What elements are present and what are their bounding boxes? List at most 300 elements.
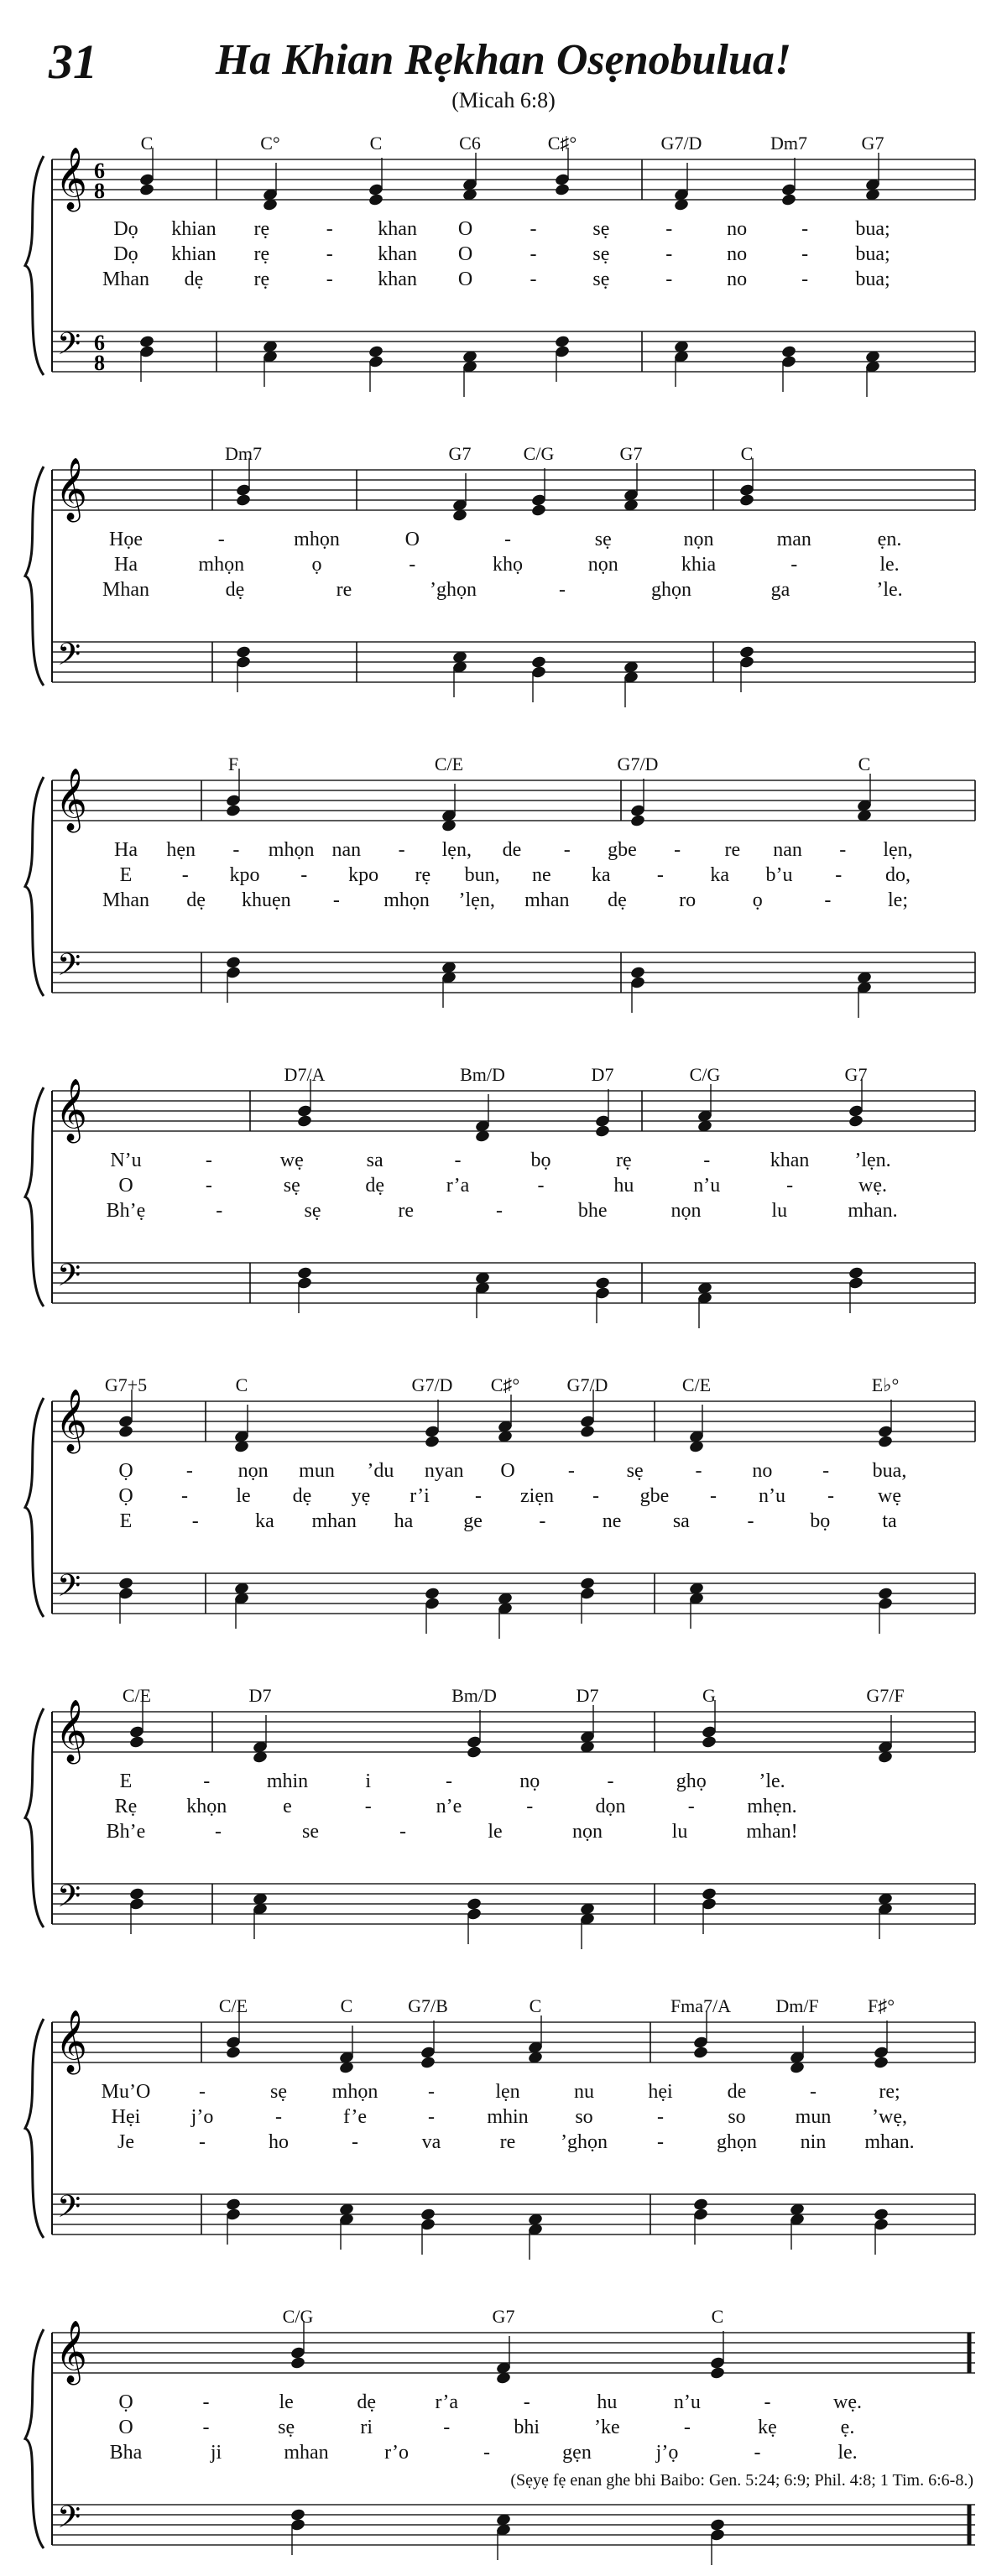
chord-symbol: D7 [591,1064,614,1085]
lyric-syllable: man [776,529,811,550]
lyric-syllable: gbe [608,839,637,861]
svg-text:𝄢: 𝄢 [57,326,81,369]
chord-symbol: C/G [282,2306,314,2327]
lyric-syllable: - [822,1460,830,1482]
lyric-syllable: - [181,1485,188,1507]
lyric-syllable: - [496,1200,503,1222]
lyric-syllable: ’wẹ, [872,2106,907,2128]
chord-symbol: Dm7 [225,443,262,464]
lyric-syllable: hẹi [648,2081,673,2103]
music-system [0,1032,1007,1334]
chord-symbol: C/G [689,1064,721,1085]
lyric-syllable: Mhan [102,269,149,290]
chord-symbol: E♭° [871,1374,900,1395]
lyric-syllable: - [352,2131,358,2153]
lyric-syllable: - [695,1460,702,1482]
lyric-syllable: le; [888,889,908,911]
svg-text:𝄢: 𝄢 [57,1879,81,1922]
lyric-syllable: - [300,864,308,886]
lyric-line-1 [0,1770,1007,1794]
chord-symbol: G7 [619,443,643,464]
lyric-syllable: nọn [237,1460,269,1482]
lyric-syllable: - [409,554,416,576]
lyric-syllable: ghọn [717,2131,757,2153]
chord-symbol: G7 [861,133,884,154]
music-system [0,722,1007,1024]
lyric-syllable: - [530,243,537,265]
svg-text:𝄞: 𝄞 [55,458,87,520]
lyric-syllable: ẹ. [840,2417,855,2438]
lyric-syllable: - [428,2081,435,2103]
lyric-syllable: bua, [872,1460,907,1482]
lyric-syllable: sẹ [283,1175,300,1197]
lyric-syllable: - [703,1150,711,1171]
chord-symbol: D7/A [284,1064,326,1085]
lyric-syllable: - [205,1175,212,1197]
lyric-syllable: sẹ [592,218,610,240]
lyric-syllable: ẹn. [877,529,902,550]
lyric-syllable: i [365,1770,372,1792]
lyric-syllable: E [119,1770,133,1792]
lyric-syllable: yẹ [351,1485,371,1507]
chord-symbol: F [227,754,239,774]
lyric-syllable: - [326,269,333,290]
lyric-syllable: nọn [587,554,618,576]
lyric-syllable: - [326,243,333,265]
lyric-syllable: O [457,243,473,265]
chord-symbol: F♯° [867,1995,895,2016]
svg-text:𝄞: 𝄞 [55,1079,87,1141]
lyric-syllable: e [283,1796,292,1817]
scripture-reference: (Micah 6:8) [451,88,556,112]
lyric-line-1 [0,529,1007,552]
lyric-syllable: - [537,1175,545,1197]
lyric-syllable: mun [795,2106,832,2128]
lyric-line-3 [0,1200,1007,1223]
lyric-syllable: se [302,1821,319,1843]
lyric-syllable: sẹ [592,243,610,265]
hymn-title: Ha Khian Rẹkhan Osẹnobulua! [215,36,792,84]
lyric-syllable: - [185,1460,193,1482]
lyric-syllable: j’ọ [655,2442,679,2464]
lyric-syllable: mhọn [331,2081,378,2103]
lyric-syllable: r’o [384,2442,409,2464]
lyric-syllable: de [727,2081,747,2103]
lyric-syllable: dẹ [184,269,204,290]
lyric-syllable: khọn [186,1796,227,1817]
lyric-syllable: mhọn [383,889,430,911]
lyric-syllable: O [404,529,420,550]
lyric-syllable: Mhan [102,889,149,911]
lyric-line-3 [0,1510,1007,1534]
lyric-syllable: Ọ [118,2391,133,2413]
lyric-syllable: khian [171,243,217,265]
lyric-syllable: - [657,2106,664,2128]
lyric-syllable: re [336,579,352,601]
lyric-syllable: lẹn, [883,839,913,861]
lyric-syllable: mhọn [268,839,315,861]
chord-symbol: G7/D [617,754,659,774]
lyric-line-1 [0,2081,1007,2104]
lyric-syllable: mhan [311,1510,357,1532]
chord-symbol: G7/F [866,1685,905,1706]
lyric-syllable: - [790,554,798,576]
lyric-syllable: le [488,1821,503,1843]
lyric-syllable: Mhan [102,579,149,601]
lyric-syllable: le [236,1485,251,1507]
chord-symbol: G [702,1685,716,1706]
lyric-syllable: Họe [109,529,143,550]
lyric-syllable: kẹ [758,2417,777,2438]
lyric-syllable: r’a [446,1175,470,1197]
svg-text:𝄢: 𝄢 [57,947,81,990]
chord-symbol: G7/D [411,1374,453,1395]
lyric-syllable: n’u [693,1175,721,1197]
lyric-syllable: khan [378,269,417,290]
lyric-syllable: ’le. [876,579,903,601]
lyric-syllable: Je [117,2131,134,2153]
lyric-syllable: sẹ [626,1460,644,1482]
chord-symbol: C♯° [490,1374,520,1395]
lyric-syllable: O [118,2417,133,2438]
lyric-syllable: - [181,864,189,886]
lyric-syllable: N’u [110,1150,142,1171]
lyric-line-2 [0,1485,1007,1509]
lyric-syllable: ziẹn [520,1485,554,1507]
lyric-syllable: ji [210,2442,222,2464]
lyric-syllable: - [801,269,809,290]
lyric-syllable: - [203,1770,211,1792]
lyric-syllable: r’i [410,1485,430,1507]
lyric-syllable: ’du [367,1460,394,1482]
lyric-syllable: - [764,2391,771,2413]
lyric-syllable: Dọ [113,243,138,265]
chord-symbol: C/E [681,1374,712,1395]
lyric-syllable: - [754,2442,761,2464]
svg-text:𝄢: 𝄢 [57,2189,81,2232]
lyric-syllable: hu [613,1175,634,1197]
lyric-syllable: O [457,218,473,240]
lyric-syllable: E [119,1510,133,1532]
lyric-syllable: gbe [639,1485,670,1507]
lyric-syllable: mhin [487,2106,529,2128]
lyric-syllable: mhọn [198,554,245,576]
lyric-syllable: - [839,839,847,861]
chord-symbol: Bm/D [451,1685,497,1706]
lyric-syllable: - [810,2081,817,2103]
chord-symbol: C [711,2306,724,2327]
lyric-syllable: - [801,218,809,240]
lyric-syllable: rẹ [616,1150,632,1171]
lyric-syllable: le. [879,554,900,576]
lyric-syllable: ha [394,1510,414,1532]
svg-text:6: 6 [94,159,105,183]
lyric-syllable: - [539,1510,546,1532]
lyric-syllable: - [592,1485,599,1507]
lyric-syllable: Ha [114,554,138,576]
lyric-syllable: - [530,269,537,290]
lyric-syllable: bua; [855,243,890,265]
lyric-syllable: wẹ [279,1150,304,1171]
lyric-syllable: mhọn [294,529,340,550]
chord-symbol: C [369,133,383,154]
lyric-syllable: va [421,2131,441,2153]
lyric-syllable: bun, [464,864,500,886]
lyric-syllable: re [499,2131,516,2153]
lyric-syllable: hẹn [166,839,196,861]
lyric-line-2 [0,554,1007,577]
lyric-syllable: dẹ [608,889,627,911]
chord-symbol: Dm/F [775,1995,819,2016]
lyric-syllable: lẹn, [441,839,472,861]
lyric-syllable: khia [681,554,717,576]
lyric-syllable: - [710,1485,717,1507]
lyric-syllable: gẹn [562,2442,592,2464]
lyric-syllable: ’le. [759,1770,785,1792]
lyric-syllable: Ọ [118,1485,133,1507]
lyric-syllable: O [118,1175,133,1197]
lyric-syllable: bhe [577,1200,608,1222]
lyric-syllable: lu [671,1821,688,1843]
chord-symbol: C [740,443,754,464]
hymn-number: 31 [49,34,97,89]
chord-symbol: C [529,1995,542,2016]
lyric-syllable: Bh’e [106,1821,146,1843]
lyric-syllable: ghọn [651,579,691,601]
lyric-syllable: mhan. [848,1200,898,1222]
lyric-syllable: so [728,2106,746,2128]
lyric-syllable: - [483,2442,490,2464]
lyric-syllable: - [657,2131,664,2153]
lyric-syllable: - [199,2131,206,2153]
music-system [0,1343,1007,1645]
lyric-syllable: nan [331,839,362,861]
lyric-syllable: wẹ. [858,1175,887,1197]
lyric-syllable: lu [771,1200,788,1222]
lyric-syllable: re [398,1200,415,1222]
chord-symbol: C6 [459,133,481,154]
lyric-syllable: ’lẹn, [458,889,495,911]
lyric-syllable: sẹ [304,1200,321,1222]
lyric-syllable: - [786,1175,794,1197]
lyric-syllable: dẹ [365,1175,384,1197]
lyric-line-1 [0,218,1007,242]
lyric-syllable: nu [574,2081,594,2103]
chord-symbol: G7+5 [104,1374,148,1395]
lyric-syllable: rẹ [253,269,270,290]
lyric-syllable: mun [299,1460,335,1482]
lyric-syllable: ne [602,1510,622,1532]
lyric-line-3 [0,2131,1007,2155]
lyric-line-2 [0,1175,1007,1198]
lyric-syllable: bọ [530,1150,551,1171]
lyric-syllable: f’e [343,2106,367,2128]
lyric-syllable: ’ke [594,2417,620,2438]
lyric-syllable: - [326,218,333,240]
lyric-syllable: no [752,1460,773,1482]
lyric-syllable: bọ [810,1510,831,1532]
lyric-syllable: - [747,1510,754,1532]
lyric-syllable: no [727,218,748,240]
lyric-syllable: dẹ [225,579,245,601]
chord-symbol: C [340,1995,353,2016]
svg-text:𝄞: 𝄞 [55,1390,87,1452]
lyric-syllable: sẹ [592,269,610,290]
lyric-syllable: no [727,269,748,290]
chord-symbol: C [140,133,154,154]
lyric-syllable: Bha [109,2442,143,2464]
lyric-syllable: n’u [673,2391,701,2413]
lyric-syllable: - [428,2106,435,2128]
lyric-line-2 [0,243,1007,267]
lyric-syllable: - [504,529,511,550]
lyric-syllable: - [563,839,571,861]
lyric-syllable: O [500,1460,515,1482]
lyric-line-1 [0,1150,1007,1173]
lyric-syllable: - [454,1150,462,1171]
lyric-line-2 [0,1796,1007,1819]
lyric-syllable: - [530,218,537,240]
lyric-syllable: - [216,1200,223,1222]
lyric-syllable: re [724,839,741,861]
lyric-syllable: le. [837,2442,858,2464]
lyric-syllable: - [827,1485,834,1507]
lyric-syllable: dẹ [186,889,206,911]
chord-symbol: C [235,1374,248,1395]
lyric-syllable: mhan [284,2442,329,2464]
chord-symbol: G7/D [566,1374,608,1395]
lyric-syllable: le [279,2391,294,2413]
lyric-syllable: - [398,839,405,861]
lyric-syllable: - [801,243,809,265]
lyric-syllable: nọn [572,1821,603,1843]
lyric-syllable: - [217,529,225,550]
lyric-syllable: ’ghọn [430,579,477,601]
music-system [0,101,1007,403]
lyric-syllable: mhẹn. [747,1796,797,1817]
lyric-line-2 [0,864,1007,888]
lyric-syllable: - [824,889,832,911]
svg-text:𝄢: 𝄢 [57,1258,81,1301]
lyric-syllable: nyan [424,1460,464,1482]
svg-text:6: 6 [94,331,105,355]
lyric-syllable: ’lẹn. [854,1150,891,1171]
svg-text:𝄞: 𝄞 [55,769,87,831]
lyric-syllable: ta [882,1510,897,1532]
lyric-syllable: - [665,243,673,265]
lyric-syllable: bhi [514,2417,540,2438]
lyric-syllable: Bh’ẹ [106,1200,146,1222]
lyric-syllable: ka [591,864,611,886]
lyric-syllable: ka [255,1510,274,1532]
chord-symbol: C [858,754,871,774]
lyric-syllable: - [475,1485,482,1507]
lyric-syllable: sẹ [270,2081,287,2103]
lyric-syllable: - [683,2417,691,2438]
svg-text:𝄢: 𝄢 [57,2500,81,2542]
svg-text:8: 8 [94,179,105,203]
chord-symbol: G7/B [408,1995,448,2016]
lyric-syllable: - [191,1510,199,1532]
chord-symbol: Bm/D [460,1064,505,1085]
lyric-syllable: j’o [190,2106,214,2128]
lyric-syllable: - [202,2391,210,2413]
lyric-syllable: - [674,839,681,861]
lyric-syllable: de [502,839,522,861]
chord-symbol: G7 [492,2306,515,2327]
lyric-line-2 [0,2417,1007,2440]
lyric-syllable: E [119,864,133,886]
chord-symbol: C/E [122,1685,152,1706]
chord-symbol: C♯° [547,133,577,154]
chord-symbol: G7 [448,443,472,464]
lyric-syllable: ka [710,864,730,886]
lyric-syllable: ne [532,864,551,886]
lyric-syllable: so [575,2106,593,2128]
lyric-syllable: mhan. [864,2131,915,2153]
lyric-syllable: - [559,579,566,601]
lyric-syllable: - [364,1796,372,1817]
chord-symbol: C/E [434,754,464,774]
lyric-syllable: mhin [266,1770,309,1792]
lyric-syllable: - [275,2106,282,2128]
lyric-syllable: ge [463,1510,483,1532]
lyric-syllable: - [202,2417,210,2438]
lyric-syllable: nan [773,839,802,861]
lyric-syllable: bua; [855,218,890,240]
lyric-line-1 [0,839,1007,863]
chord-symbol: Dm7 [770,133,807,154]
chord-symbol: Fma7/A [670,1995,732,2016]
lyric-syllable: - [665,269,673,290]
lyric-syllable: - [526,1796,534,1817]
lyric-syllable: kpo [229,864,260,886]
lyric-syllable: - [523,2391,530,2413]
chord-symbol: D7 [576,1685,599,1706]
lyric-syllable: khian [171,218,217,240]
lyric-syllable: - [687,1796,695,1817]
lyric-syllable: re; [879,2081,900,2103]
svg-text:𝄞: 𝄞 [55,1700,87,1762]
lyric-syllable: sẹ [278,2417,295,2438]
lyric-syllable: - [656,864,664,886]
lyric-syllable: - [567,1460,575,1482]
lyric-line-1 [0,1460,1007,1484]
lyric-syllable: b’u [765,864,793,886]
lyric-line-3 [0,269,1007,292]
lyric-syllable: khọ [493,554,523,576]
lyric-line-2 [0,2106,1007,2130]
lyric-syllable: - [399,1821,406,1843]
lyric-syllable: rẹ [253,243,270,265]
lyric-syllable: no [727,243,748,265]
lyric-syllable: khan [378,218,417,240]
lyric-syllable: dọn [595,1796,626,1817]
lyric-line-3 [0,579,1007,602]
lyric-syllable: wẹ [878,1485,901,1507]
music-system [0,1963,1007,2266]
lyric-syllable: wẹ. [833,2391,862,2413]
lyric-syllable: ’ghọn [561,2131,608,2153]
lyric-syllable: ho [269,2131,289,2153]
lyric-syllable: kpo [348,864,379,886]
lyric-syllable: - [446,1770,452,1792]
lyric-syllable: Hẹi [111,2106,141,2128]
chord-symbol: C/G [523,443,555,464]
svg-text:𝄢: 𝄢 [57,1568,81,1611]
music-system [0,2274,1007,2576]
lyric-syllable: - [199,2081,206,2103]
